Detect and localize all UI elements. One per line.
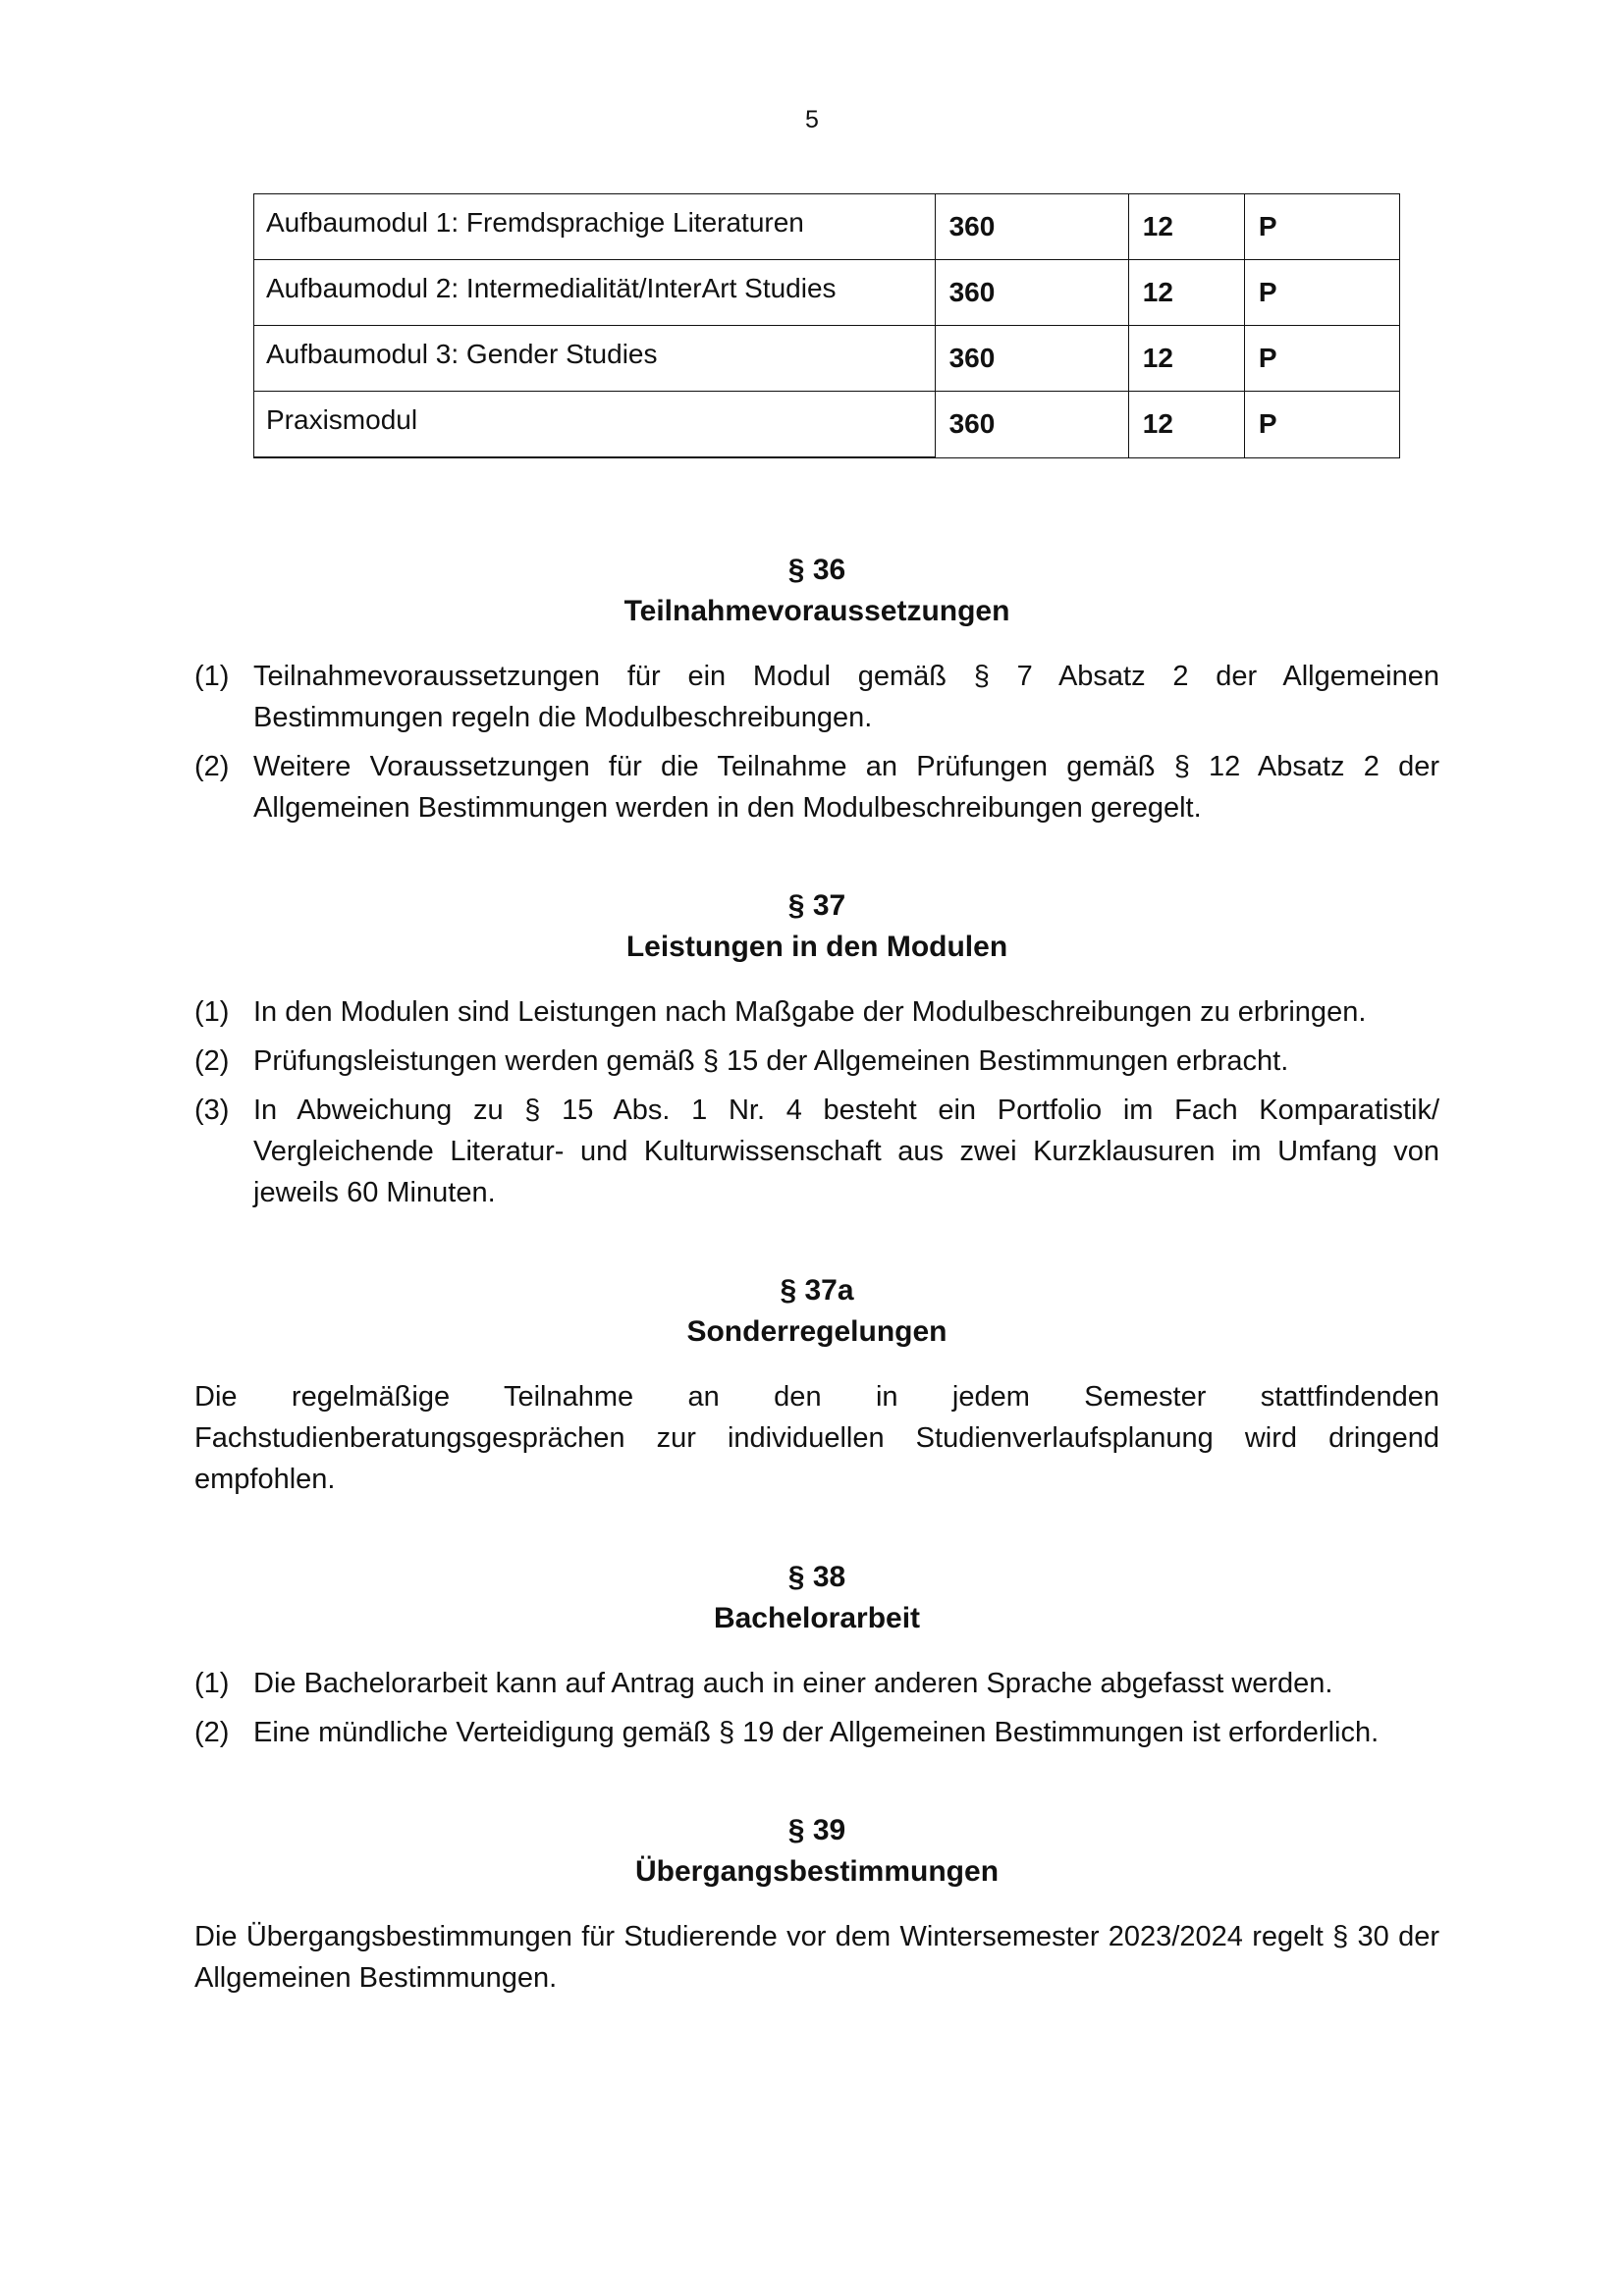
section-paragraph: Die Übergangsbestimmungen für Studierende vor dem Wintersemester 2023/2024 regelt § 30 der Allgemeinen Bestimmungen. — [194, 1921, 1439, 1994]
module-type: P — [1244, 326, 1399, 392]
section-37 — [194, 885, 1439, 1213]
page-number: 5 — [805, 106, 819, 133]
module-type: P — [1244, 194, 1399, 260]
module-hours: 360 — [935, 194, 1128, 260]
section-title: Teilnahmevoraussetzungen — [623, 595, 1010, 627]
item-text: Prüfungsleistungen werden gemäß § 15 der Allgemeinen Bestimmungen erbracht. — [253, 1045, 1289, 1077]
section-title: Bachelorarbeit — [713, 1602, 921, 1634]
module-credits: 12 — [1128, 260, 1244, 326]
numbered-list — [194, 656, 1439, 828]
module-credits: 12 — [1128, 194, 1244, 260]
document-body — [194, 550, 1439, 2056]
item-text: In Abweichung zu § 15 Abs. 1 Nr. 4 besteht ein Portfolio im Fach Komparatistik/ Vergleichende Literatur- und Kulturwissenschaft aus zwei Kurzklausuren im Umfang von jeweils 60 Minuten. — [253, 1095, 1439, 1208]
item-text: In den Modulen sind Leistungen nach Maßgabe der Modulbeschreibungen zu erbringen. — [253, 996, 1367, 1028]
module-name: Aufbaumodul 3: Gender Studies — [254, 326, 936, 392]
item-number: (1) — [194, 1668, 230, 1699]
section-number: § 36 — [787, 554, 846, 586]
list-item — [194, 991, 1439, 1033]
module-type: P — [1244, 392, 1399, 458]
item-number: (2) — [194, 751, 230, 782]
item-text: Teilnahmevoraussetzungen für ein Modul gemäß § 7 Absatz 2 der Allgemeinen Bestimmungen regeln die Modulbeschreibungen. — [253, 661, 1439, 733]
item-number: (2) — [194, 1717, 230, 1748]
section-38 — [194, 1557, 1439, 1753]
section-title: Sonderregelungen — [686, 1315, 947, 1348]
section-number: § 38 — [787, 1561, 846, 1593]
section-heading — [194, 885, 1439, 968]
list-item — [194, 656, 1439, 738]
module-hours: 360 — [935, 392, 1128, 458]
list-item — [194, 746, 1439, 828]
list-item — [194, 1041, 1439, 1082]
section-39 — [194, 1810, 1439, 1999]
module-table — [253, 193, 1400, 458]
numbered-list — [194, 1663, 1439, 1753]
module-hours: 360 — [935, 260, 1128, 326]
module-name: Praxismodul — [254, 392, 936, 458]
list-item — [194, 1712, 1439, 1753]
item-number: (1) — [194, 661, 230, 692]
section-number: § 39 — [787, 1814, 846, 1846]
list-item — [194, 1663, 1439, 1704]
section-paragraph: Die regelmäßige Teilnahme an den in jedem Semester stattfindenden Fachstudienberatungsgesprächen zur individuellen Studienverlaufsplanung wird dringend empfohlen. — [194, 1381, 1439, 1495]
table-row — [254, 194, 1400, 260]
section-37a — [194, 1270, 1439, 1500]
table-row — [254, 326, 1400, 392]
module-name: Aufbaumodul 1: Fremdsprachige Literaturen — [254, 194, 936, 260]
section-number: § 37 — [787, 889, 846, 922]
table-row — [254, 260, 1400, 326]
item-number: (3) — [194, 1095, 230, 1126]
section-heading — [194, 1557, 1439, 1639]
module-type: P — [1244, 260, 1399, 326]
item-text: Eine mündliche Verteidigung gemäß § 19 der Allgemeinen Bestimmungen ist erforderlich. — [253, 1717, 1380, 1748]
table-row — [254, 392, 1400, 458]
item-number: (2) — [194, 1045, 230, 1077]
item-text: Weitere Voraussetzungen für die Teilnahme an Prüfungen gemäß § 12 Absatz 2 der Allgemeinen Bestimmungen werden in den Modulbeschreibungen geregelt. — [253, 751, 1439, 824]
list-item — [194, 1090, 1439, 1213]
section-36 — [194, 550, 1439, 828]
item-text: Die Bachelorarbeit kann auf Antrag auch in einer anderen Sprache abgefasst werden. — [253, 1668, 1333, 1699]
section-heading — [194, 1270, 1439, 1353]
section-title: Übergangsbestimmungen — [634, 1855, 1000, 1888]
module-credits: 12 — [1128, 326, 1244, 392]
section-number: § 37a — [780, 1274, 854, 1307]
module-name: Aufbaumodul 2: Intermedialität/InterArt Studies — [254, 260, 936, 326]
module-hours: 360 — [935, 326, 1128, 392]
numbered-list — [194, 991, 1439, 1213]
item-number: (1) — [194, 996, 230, 1028]
section-heading — [194, 1810, 1439, 1893]
section-heading — [194, 550, 1439, 632]
section-title: Leistungen in den Modulen — [625, 931, 1008, 963]
module-credits: 12 — [1128, 392, 1244, 458]
